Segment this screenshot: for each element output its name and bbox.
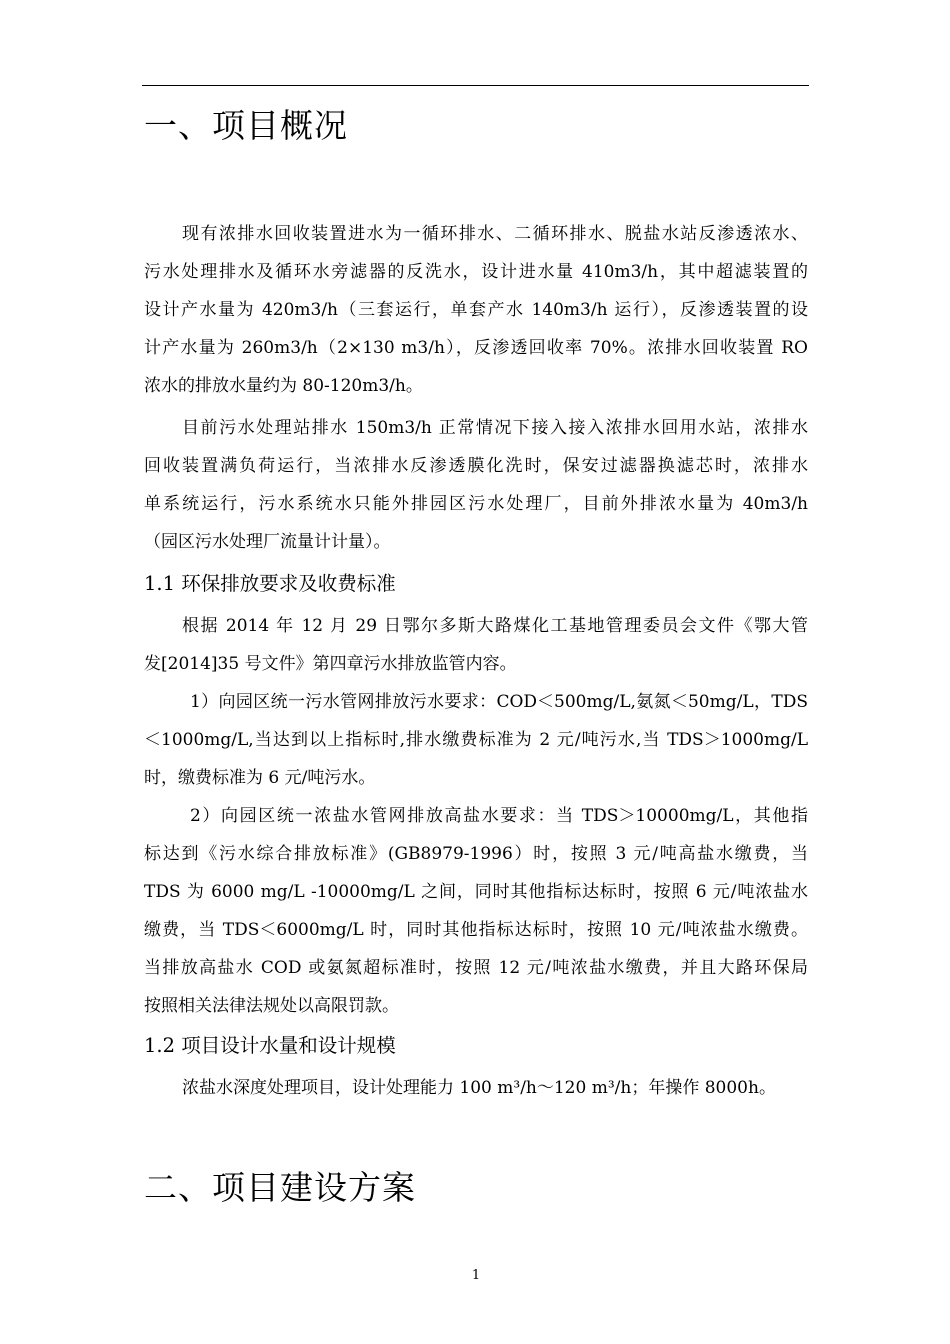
para1-line: 污水处理排水及循环水旁滤器的反洗水，设计进水量 410m3/h，其中超滤装置的 [144, 262, 808, 282]
para5-line: TDS 为 6000 mg/L -10000mg/L 之间，同时其他指标达标时，按照 6 元/吨浓盐水 [144, 882, 808, 902]
para2-line: 目前污水处理站排水 150m3/h 正常情况下接入接入浓排水回用水站，浓排水 [182, 418, 808, 438]
para4-line: 1）向园区统一污水管网排放污水要求：COD＜500mg/L,氨氮＜50mg/L，TDS [190, 692, 808, 712]
para4-line: 时，缴费标准为 6 元/吨污水。 [144, 768, 376, 788]
para1-line: 浓水的排放水量约为 80-120m3/h。 [144, 376, 423, 396]
para4-line: ＜1000mg/L,当达到以上指标时,排水缴费标准为 2 元/吨污水,当 TDS＞1000mg/L [144, 730, 808, 750]
para5-line: 当排放高盐水 COD 或氨氮超标准时，按照 12 元/吨浓盐水缴费，并且大路环保局 [144, 958, 808, 978]
para2-line: （园区污水处理厂流量计计量）。 [144, 532, 391, 552]
para2-line: 单系统运行，污水系统水只能外排园区污水处理厂，目前外排浓水量为 40m3/h [144, 494, 808, 514]
para5-line: 按照相关法律法规处以高限罚款。 [144, 996, 399, 1016]
para3-line: 根据 2014 年 12 月 29 日鄂尔多斯大路煤化工基地管理委员会文件《鄂大管 [182, 616, 808, 636]
section-heading-1: 一、项目概况 [144, 106, 348, 145]
para1-line: 现有浓排水回收装置进水为一循环排水、二循环排水、脱盐水站反渗透浓水、 [182, 224, 808, 244]
para5-line: 缴费，当 TDS＜6000mg/L 时，同时其他指标达标时，按照 10 元/吨浓盐水缴费。 [144, 920, 808, 940]
subsection-heading-1-2: 1.2 项目设计水量和设计规模 [144, 1034, 396, 1057]
para1-line: 计产水量为 260m3/h（2×130 m3/h），反渗透回收率 70%。浓排水回收装置 RO [144, 338, 808, 358]
para1-line: 设计产水量为 420m3/h（三套运行，单套产水 140m3/h 运行），反渗透装置的设 [144, 300, 808, 320]
para6-line: 浓盐水深度处理项目，设计处理能力 100 m³/h～120 m³/h；年操作 8000h。 [182, 1078, 776, 1098]
header-rule [142, 85, 809, 86]
para3-line: 发[2014]35 号文件》第四章污水排放监管内容。 [144, 654, 517, 674]
subsection-heading-1-1: 1.1 环保排放要求及收费标准 [144, 572, 396, 595]
para5-line: 2）向园区统一浓盐水管网排放高盐水要求：当 TDS＞10000mg/L，其他指 [190, 806, 808, 826]
page-number: 1 [471, 1268, 481, 1283]
section-heading-2: 二、项目建设方案 [144, 1168, 416, 1207]
para5-line: 标达到《污水综合排放标准》(GB8979-1996）时，按照 3 元/吨高盐水缴费，当 [144, 844, 808, 864]
para2-line: 回收装置满负荷运行，当浓排水反渗透膜化洗时，保安过滤器换滤芯时，浓排水 [144, 456, 808, 476]
